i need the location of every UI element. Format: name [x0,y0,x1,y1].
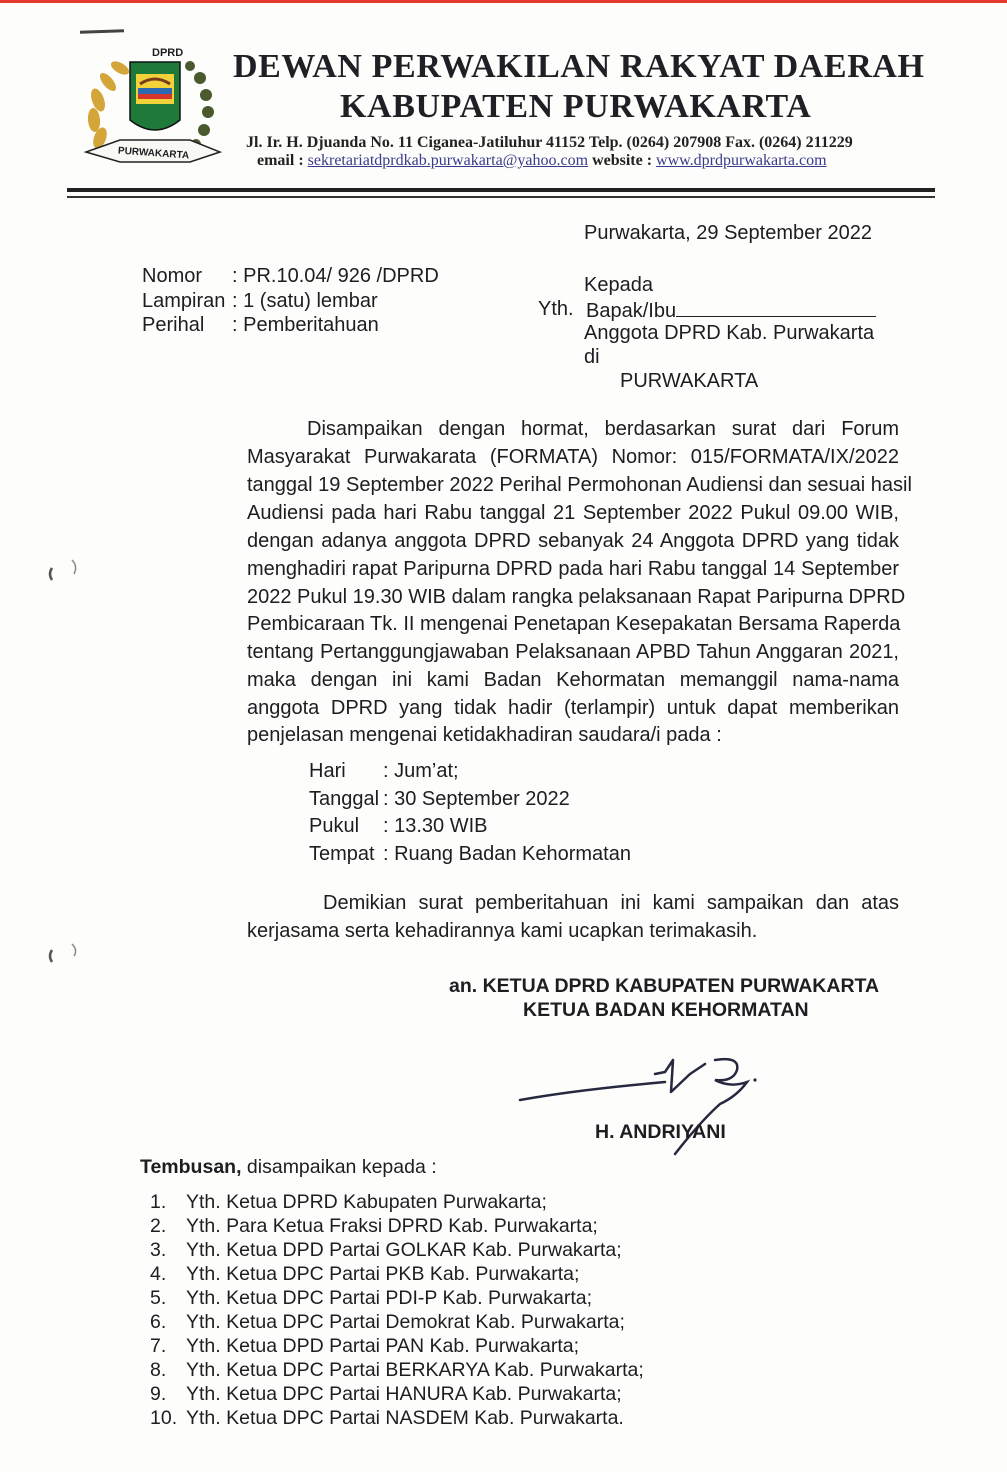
logo-text-dprd: DPRD [152,47,184,59]
recipient-city: PURWAKARTA [620,370,759,392]
list-item-text: Yth. Ketua DPD Partai GOLKAR Kab. Purwakarta; [186,1239,622,1261]
recipient-kepada: Kepada [584,274,653,296]
tembusan-heading [140,1156,437,1179]
list-item [150,1310,644,1334]
list-item-number: 8. [150,1359,167,1381]
nomor-label: Nomor [142,265,203,287]
list-item [150,1406,644,1430]
letterhead-contact [257,152,827,170]
letterhead-rule-thick [67,188,935,192]
list-item-number: 2. [150,1215,167,1237]
website-label: website : [592,152,653,169]
list-item [150,1334,644,1358]
logo-text-purwakarta: PURWAKARTA [117,145,190,162]
recipient-di: di [584,346,600,368]
body-line: Audiensi pada hari Rabu tanggal 21 September 2022 Pukul 09.00 WIB, [247,502,899,524]
body-line: tentang Pertanggungjawaban Pelaksanaan APBD Tahun Anggaran 2021, [247,641,899,663]
letterhead-address: Jl. Ir. H. Djuanda No. 11 Ciganea-Jatiluhur 41152 Telp. (0264) 207908 Fax. (0264) 211229 [246,134,853,151]
lampiran-label: Lampiran [142,290,226,312]
top-edge-line [0,0,1007,3]
signatory-title-line1: an. KETUA DPRD KABUPATEN PURWAKARTA [449,975,880,997]
tembusan-label: Tembusan, [140,1156,242,1178]
body-line: 2022 Pukul 19.30 WIB dalam rangka pelaksanaan Rapat Paripurna DPRD [247,586,906,608]
recipient-yth: Yth. [538,298,574,320]
email-label: email : [257,152,304,169]
list-item-text: Yth. Ketua DPC Partai HANURA Kab. Purwakarta; [186,1383,622,1405]
letter-date: Purwakarta, 29 September 2022 [584,222,872,244]
dprd-logo [80,40,226,172]
body-line: Pembicaraan Tk. II mengenai Penetapan Kesepakatan Bersama Raperda [247,613,901,635]
body-line: maka dengan ini kami Badan Kehormatan memanggil nama-nama [247,669,899,691]
list-item-number: 10. [150,1407,178,1429]
signatory-title-line2: KETUA BADAN KEHORMATAN [523,999,809,1021]
signatory-name: H. ANDRIYANI [595,1121,726,1143]
closing-line: Demikian surat pemberitahuan ini kami sampaikan dan atas [323,892,899,914]
letterhead-title-line2: KABUPATEN PURWAKARTA [340,88,812,125]
list-item [150,1382,644,1406]
closing-line: kerjasama serta kehadirannya kami ucapkan terimakasih. [247,920,758,942]
punch-hole-mark [44,556,84,586]
body-line: Masyarakat Purwakarata (FORMATA) Nomor: 015/FORMATA/IX/2022 [247,446,899,468]
punch-hole-mark [44,940,84,970]
list-item-number: 7. [150,1335,167,1357]
body-line: anggota DPRD yang tidak hadir (terlampir) untuk dapat memberikan [247,697,899,719]
recipient-name-blank [676,298,876,317]
tanggal-label: Tanggal [309,788,380,810]
tempat-label: Tempat [309,843,375,865]
pukul-label: Pukul [309,815,360,837]
list-item-text: Yth. Ketua DPC Partai BERKARYA Kab. Purwakarta; [186,1359,644,1381]
list-item [150,1214,644,1238]
list-item [150,1262,644,1286]
tembusan-list [150,1190,644,1430]
list-item-number: 3. [150,1239,167,1261]
tempat-value: : Ruang Badan Kehormatan [383,843,631,865]
lampiran-value: : 1 (satu) lembar [232,290,378,312]
list-item-number: 4. [150,1263,167,1285]
list-item-text: Yth. Ketua DPC Partai PDI-P Kab. Purwakarta; [186,1287,593,1309]
body-line: tanggal 19 September 2022 Perihal Permohonan Audiensi dan sesuai hasil [247,474,912,496]
body-line: menghadiri rapat Paripurna DPRD pada hari Rabu tanggal 14 September [247,558,899,580]
list-item [150,1358,644,1382]
list-item-text: Yth. Ketua DPC Partai PKB Kab. Purwakarta; [186,1263,580,1285]
tanggal-value: : 30 September 2022 [383,788,570,810]
body-line: penjelasan mengenai ketidakhadiran saudara/i pada : [247,724,722,746]
handwritten-signature [515,1052,765,1162]
list-item-number: 5. [150,1287,167,1309]
list-item-text: Yth. Para Ketua Fraksi DPRD Kab. Purwakarta; [186,1215,598,1237]
list-item-text: Yth. Ketua DPRD Kabupaten Purwakarta; [186,1191,547,1213]
body-line: dengan adanya anggota DPRD sebanyak 24 Anggota DPRD yang tidak [247,530,899,552]
list-item [150,1238,644,1262]
list-item-text: Yth. Ketua DPC Partai NASDEM Kab. Purwakarta. [186,1407,624,1429]
hari-value: : Jum’at; [383,760,459,782]
bapak-ibu-label: Bapak/Ibu [586,300,677,322]
email-link[interactable]: sekretariatdprdkab.purwakarta@yahoo.com [307,152,589,169]
list-item [150,1190,644,1214]
recipient-bapak-ibu [586,298,876,323]
hari-label: Hari [309,760,346,782]
tembusan-label-rest: disampaikan kepada : [241,1156,437,1178]
recipient-anggota: Anggota DPRD Kab. Purwakarta [584,322,875,344]
list-item-number: 1. [150,1191,167,1213]
nomor-value: : PR.10.04/ 926 /DPRD [232,265,439,287]
list-item-text: Yth. Ketua DPD Partai PAN Kab. Purwakarta; [186,1335,580,1357]
letterhead-rule-thin [67,196,935,198]
body-line: Disampaikan dengan hormat, berdasarkan surat dari Forum [307,418,899,440]
website-link[interactable]: www.dprdpurwakarta.com [656,152,827,169]
list-item [150,1286,644,1310]
pukul-value: : 13.30 WIB [383,815,488,837]
list-item-number: 9. [150,1383,167,1405]
scan-mark [80,29,124,34]
list-item-text: Yth. Ketua DPC Partai Demokrat Kab. Purwakarta; [186,1311,625,1333]
list-item-number: 6. [150,1311,167,1333]
perihal-label: Perihal [142,314,205,336]
letterhead-title-line1: DEWAN PERWAKILAN RAKYAT DAERAH [233,48,925,85]
perihal-value: : Pemberitahuan [232,314,379,336]
